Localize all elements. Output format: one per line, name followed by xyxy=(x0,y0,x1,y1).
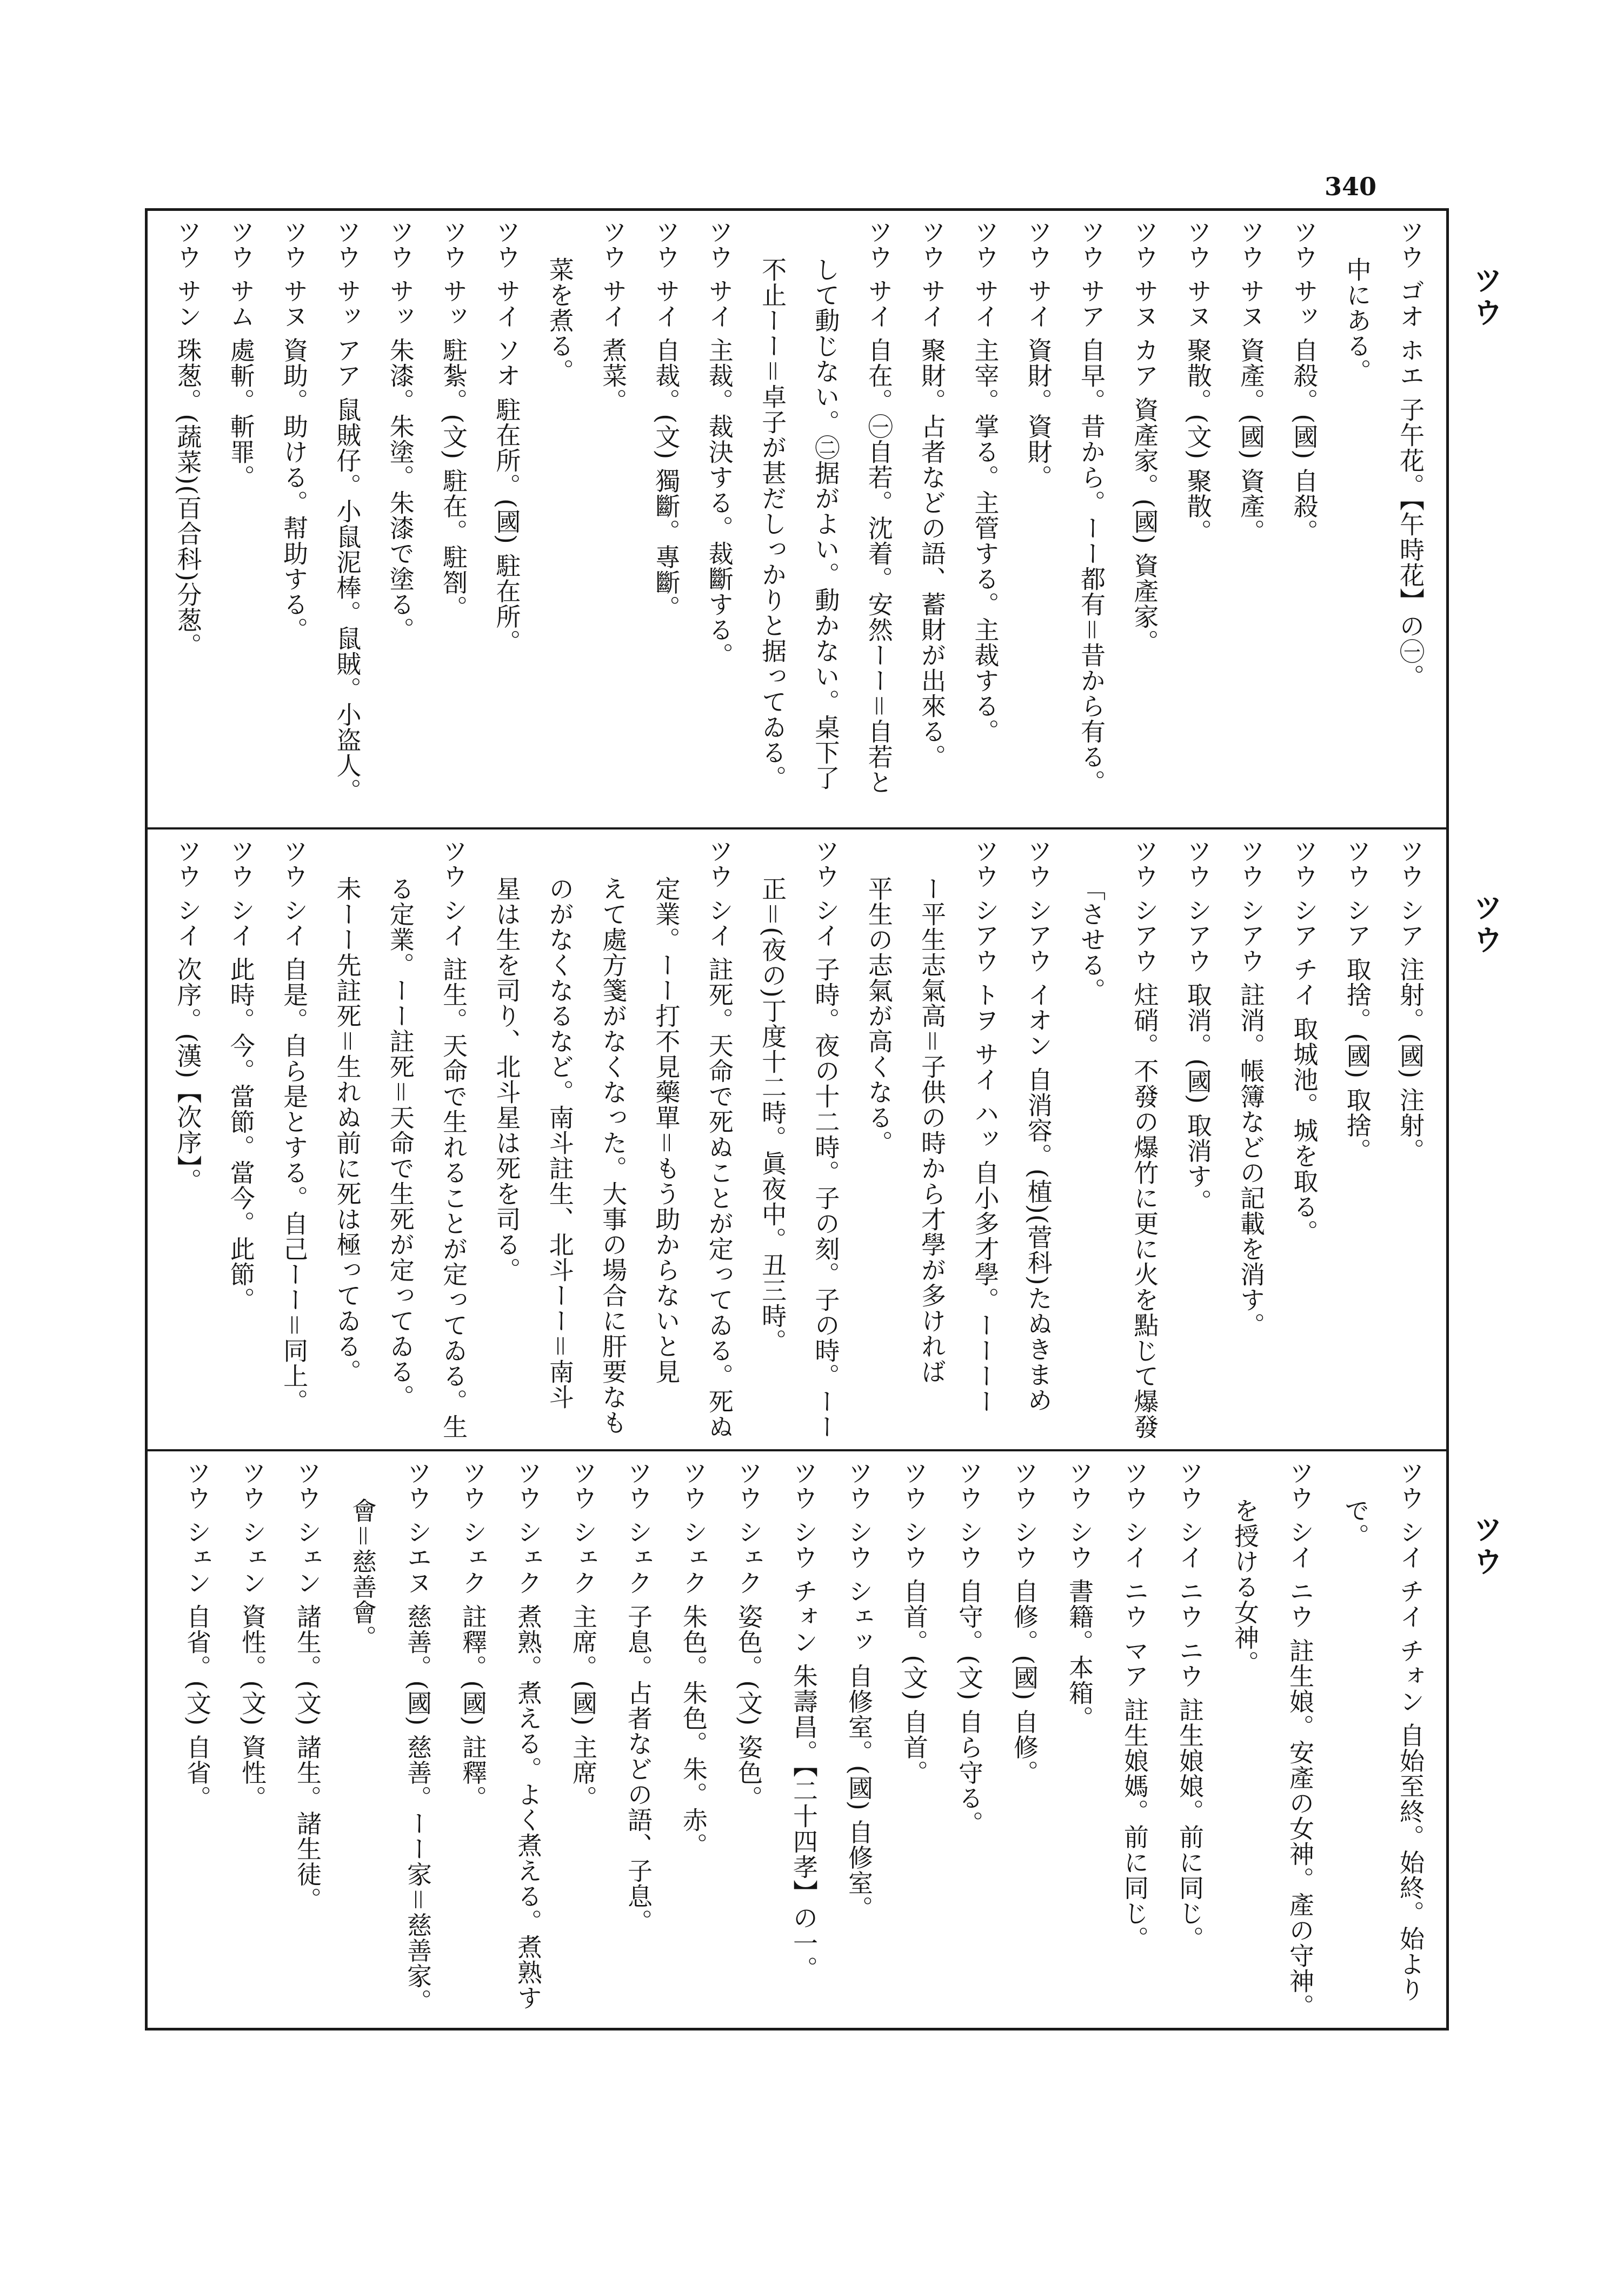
dictionary-entry: ツウ サヌ 聚散。(文) 聚散。 xyxy=(1183,219,1213,545)
dictionary-entry-continuation: 平生の志氣が高くなる。 xyxy=(864,876,894,1156)
dictionary-entry: ツウ シウ シェッ 自修室。(國) 自修室。 xyxy=(844,1460,874,1921)
dictionary-entry: ツウ サッ アア 鼠賊仔。小鼠泥棒。鼠賊。小盗人。 xyxy=(332,219,362,804)
dictionary-entry-continuation: のがなくなるなど。南斗註生、北斗ーー＝南斗 xyxy=(545,876,575,1410)
dictionary-entry: ツウ サヌ 資產。(國) 資產。 xyxy=(1236,219,1266,545)
dictionary-entry-continuation: 「させる。 xyxy=(1077,876,1107,1003)
dictionary-entry: ツウ シェク 主席。(國) 主席。 xyxy=(569,1460,598,1811)
dictionary-entry: ツウ シアウ 取消。(國) 取消す。 xyxy=(1183,838,1213,1215)
section-top xyxy=(162,219,1438,822)
dictionary-entry: ツウ シア チイ 取城池。城を取る。 xyxy=(1289,838,1319,1245)
dictionary-entry-continuation: 會＝慈善會。 xyxy=(348,1498,377,1650)
dictionary-entry: ツウ シア 取捨。(國) 取捨。 xyxy=(1342,838,1372,1164)
dictionary-entry-continuation: 菜を煮る。 xyxy=(545,257,575,384)
dictionary-entry: ツウ サン 珠葱。(蔬菜)(百合科)分葱。 xyxy=(173,219,203,659)
dictionary-entry: ツウ シェク 註釋。(國) 註釋。 xyxy=(458,1460,488,1811)
dictionary-entry: ツウ ゴオ ホエ 子午花。【午時花】の㊀。 xyxy=(1396,219,1425,689)
dictionary-entry: ツウ シアウ 炷硝。不發の爆竹に更に火を點じて爆發 xyxy=(1130,838,1160,1440)
dictionary-entry-continuation: で。 xyxy=(1341,1498,1370,1549)
dictionary-entry: ツウ シエヌ 慈善。(國) 慈善。ーー家＝慈善家。 xyxy=(403,1460,433,2014)
dictionary-entry: ツウ シェン 資性。(文) 資性。 xyxy=(238,1460,267,1811)
dictionary-entry-continuation: えて處方箋がなくなった。大事の場合に肝要なも xyxy=(598,876,628,1435)
dictionary-entry: ツウ シェン 諸生。(文) 諸生。諸生徒。 xyxy=(293,1460,322,1913)
dictionary-entry: ツウ シェク 姿色。(文) 姿色。 xyxy=(734,1460,763,1811)
dictionary-entry: ツウ サイ 自裁。(文) 獨斷。專斷。 xyxy=(651,219,681,621)
running-header-middle: ツウ xyxy=(1469,892,1503,957)
dictionary-entry-continuation: 正＝(夜の)丁度十二時。眞夜中。丑三時。 xyxy=(758,876,788,1354)
dictionary-entry-continuation: 不止ーー＝卓子が甚だしっかりと据ってゐる。 xyxy=(758,257,788,791)
dictionary-entry: ツウ シウ 自首。(文) 自首。 xyxy=(900,1460,929,1786)
dictionary-entry: ツウ サイ ソオ 駐在所。(國) 駐在所。 xyxy=(492,219,522,655)
dictionary-entry: ツウ サヌ カア 資產家。(國) 資產家。 xyxy=(1130,219,1160,655)
dictionary-entry-continuation: 中にある。 xyxy=(1342,257,1372,384)
section-divider-middle xyxy=(145,1449,1449,1451)
dictionary-entry: ツウ シイ ニウ 註生娘。安產の女神。產の守神。 xyxy=(1286,1460,1315,2019)
dictionary-entry: ツウ サム 處斬。斬罪。 xyxy=(226,219,256,490)
dictionary-entry: ツウ シイ 子時。夜の十二時。子の刻。子の時。ーー xyxy=(811,838,841,1440)
dictionary-entry-continuation: る定業。ーー註死＝天命で生死が定ってゐる。 xyxy=(385,876,415,1410)
dictionary-entry: ツウ シウ 自守。(文) 自ら守る。 xyxy=(955,1460,984,1836)
dictionary-entry: ツウ サッ 駐紮。(文) 駐在。駐劄。 xyxy=(439,219,469,621)
dictionary-entry: ツウ シイ ニウ マア 註生娘媽。前に同じ。 xyxy=(1120,1460,1149,1952)
section-bottom xyxy=(162,1460,1438,2022)
dictionary-entry: ツウ シェク 煮熟。煮える。よく煮える。煮熟す xyxy=(514,1460,543,2011)
dictionary-entry: ツウ シイ 此時。今。當節。當今。此節。 xyxy=(226,838,256,1313)
dictionary-entry: ツウ シア 注射。(國) 注射。 xyxy=(1396,838,1425,1164)
section-middle xyxy=(162,838,1438,1441)
dictionary-entry: ツウ シェク 子息。占者などの語、子息。 xyxy=(624,1460,653,1935)
dictionary-entry: ツウ シイ 次序。(漢)【次序】。 xyxy=(173,838,203,1194)
dictionary-entry: ツウ シイ ニウ ニウ 註生娘娘。前に同じ。 xyxy=(1175,1460,1205,1952)
dictionary-entry: ツウ シェク 朱色。朱色。朱。赤。 xyxy=(679,1460,708,1859)
dictionary-entry: ツウ シイ 註生。天命で生れることが定ってゐる。生 xyxy=(439,838,469,1440)
dictionary-entry: ツウ シアウ トヲ サイ ハッ 自小多才學。ーーーー xyxy=(970,838,1000,1415)
running-header-top: ツウ xyxy=(1469,265,1503,330)
dictionary-entry: ツウ サイ 主裁。裁決する。裁斷する。 xyxy=(704,219,734,668)
running-header-bottom: ツウ xyxy=(1469,1514,1503,1579)
section-divider-top xyxy=(145,827,1449,830)
dictionary-entry: ツウ サイ 煮菜。 xyxy=(598,219,628,414)
dictionary-entry-continuation: ー平生志氣高＝子供の時から才學が多ければ xyxy=(917,876,947,1384)
dictionary-entry: ツウ シイ チイ チォン 自始至終。始終。始より xyxy=(1396,1460,1425,2002)
dictionary-entry: ツウ サア 自早。昔から。ーー都有＝昔から有る。 xyxy=(1077,219,1107,795)
dictionary-entry: ツウ シウ チォン 朱壽昌。【二十四孝】の一。 xyxy=(789,1460,819,1981)
dictionary-entry: ツウ シアウ イオン 自消容。(植)(菅科)たぬきまめ xyxy=(1023,838,1053,1413)
dictionary-entry: ツウ サッ 自殺。(國) 自殺。 xyxy=(1289,219,1319,545)
dictionary-entry: ツウ サヌ 資助。助ける。幇助する。 xyxy=(280,219,309,643)
dictionary-entry-continuation: して動じない。㊁据がよい。動かない。桌下了 xyxy=(811,257,841,791)
dictionary-entry: ツウ シウ 書籍。本箱。 xyxy=(1065,1460,1094,1731)
dictionary-entry: ツウ サイ 主宰。掌る。主管する。主裁する。 xyxy=(970,219,1000,745)
dictionary-entry: ツウ シイ 自是。自ら是とする。自己ーー＝同上。 xyxy=(280,838,309,1415)
dictionary-entry: ツウ シウ 自修。(國) 自修。 xyxy=(1010,1460,1039,1786)
page-number: 340 xyxy=(1325,172,1377,201)
dictionary-entry-continuation: を授ける女神。 xyxy=(1230,1498,1260,1676)
dictionary-entry-continuation: 星は生を司り、北斗星は死を司る。 xyxy=(492,876,522,1283)
dictionary-entry: ツウ シアウ 註消。帳簿などの記載を消す。 xyxy=(1236,838,1266,1338)
dictionary-entry-continuation: 未ーー先註死＝生れぬ前に死は極ってゐる。 xyxy=(332,876,362,1384)
dictionary-entry: ツウ サッ 朱漆。朱塗。朱漆で塗る。 xyxy=(385,219,415,643)
dictionary-entry: ツウ シェン 自省。(文) 自省。 xyxy=(183,1460,212,1811)
dictionary-entry: ツウ サイ 聚財。占者などの語、蓄財が出來る。 xyxy=(917,219,947,770)
dictionary-entry: ツウ シイ 註死。天命で死ぬことが定ってゐる。死ぬ xyxy=(704,838,734,1440)
dictionary-entry: ツウ サイ 自在。㊀自若。沈着。安然ーー＝自若と xyxy=(864,219,894,795)
dictionary-entry-continuation: 定業。ーー打不見藥單＝もう助からないと見 xyxy=(651,876,681,1384)
dictionary-entry: ツウ サイ 資財。資財。 xyxy=(1023,219,1053,490)
